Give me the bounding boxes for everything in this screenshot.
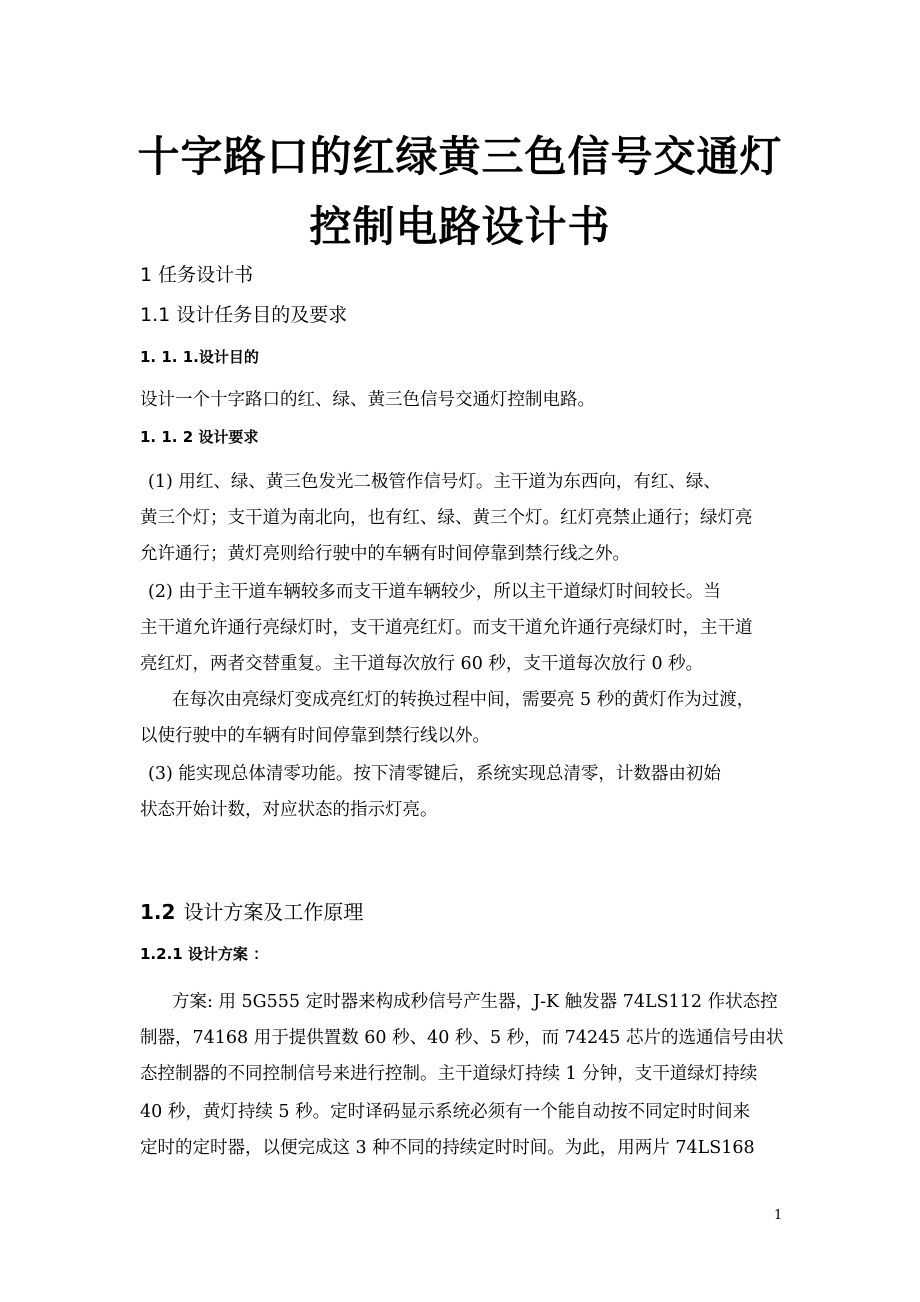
paragraph-line: 在每次由亮绿灯变成亮红灯的转换过程中间，需要亮 5 秒的黄灯作为过渡， [172, 690, 755, 710]
doc-title-line-1: 十字路口的红绿黄三色信号交通灯 [137, 132, 783, 181]
doc-title-line-2: 控制电路设计书 [309, 202, 611, 251]
paragraph-line: 亮红灯，两者交替重复。主干道每次放行 60 秒，支干道每次放行 0 秒。 [140, 654, 704, 674]
paragraph-line: (1) 用红、绿、黄三色发光二极管作信号灯。主干道为东西向，有红、绿、 [148, 472, 721, 492]
paragraph-line: 黄三个灯；支干道为南北向，也有红、绿、黄三个灯。红灯亮禁止通行；绿灯亮 [140, 508, 753, 528]
paragraph-line: 态控制器的不同控制信号来进行控制。主干道绿灯持续 1 分钟，支干道绿灯持续 [140, 1064, 758, 1084]
section-heading-1-1: 1.1 设计任务目的及要求 [140, 304, 348, 326]
page-number: 1 [774, 1208, 783, 1223]
section-title: 设计方案及工作原理 [183, 900, 364, 924]
purpose-paragraph: 设计一个十字路口的红、绿、黄三色信号交通灯控制电路。 [140, 390, 595, 410]
subsection-heading-1-1-1: 1. 1. 1.设计目的 [140, 348, 259, 366]
paragraph-line: 允许通行；黄灯亮则给行驶中的车辆有时间停靠到禁行线之外。 [140, 544, 630, 564]
paragraph-line: 状态开始计数，对应状态的指示灯亮。 [140, 800, 438, 820]
section-heading-1-2 [140, 896, 363, 925]
paragraph-line: 主干道允许通行亮绿灯时，支干道亮红灯。而支干道允许通行亮绿灯时，主干道 [140, 618, 753, 638]
paragraph-line: 定时的定时器，以便完成这 3 种不同的持续定时时间。为此，用两片 74LS168 [140, 1138, 755, 1158]
paragraph-line: 40 秒，黄灯持续 5 秒。定时译码显示系统必须有一个能自动按不同定时时间来 [140, 1102, 751, 1122]
section-number: 1.2 [140, 900, 176, 924]
paragraph-line: (3) 能实现总体清零功能。按下清零键后，系统实现总清零，计数器由初始 [148, 764, 721, 784]
paragraph-line: 方案: 用 5G555 定时器来构成秒信号产生器，J-K 触发器 74LS112 作状态控 [172, 992, 778, 1012]
subsection-heading-1-1-2: 1. 1. 2 设计要求 [140, 428, 259, 446]
paragraph-line: (2) 由于主干道车辆较多而支干道车辆较少，所以主干道绿灯时间较长。当 [148, 582, 721, 602]
subsection-heading-1-2-1: 1.2.1 设计方案 ： [140, 945, 269, 963]
paragraph-line: 以使行驶中的车辆有时间停靠到禁行线以外。 [140, 726, 490, 746]
paragraph-line: 制器，74168 用于提供置数 60 秒、40 秒、5 秒，而 74245 芯片的选通信号由状 [140, 1028, 784, 1048]
section-heading-1: 1 任务设计书 [140, 264, 254, 286]
